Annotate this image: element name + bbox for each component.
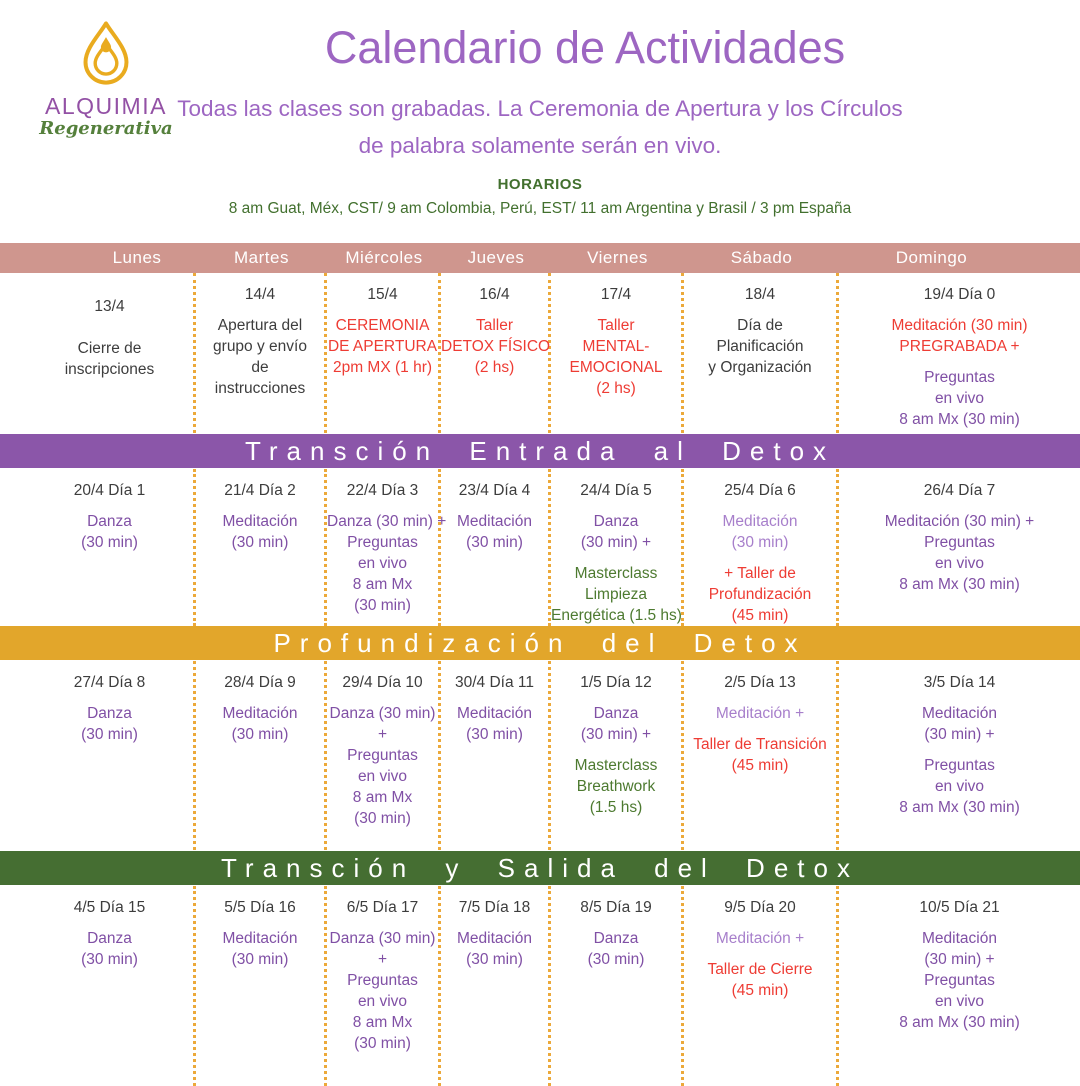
activity-line: Apertura del xyxy=(217,317,303,334)
cell-activity xyxy=(839,928,1080,1033)
cell-activity xyxy=(196,315,324,399)
activity-line: Danza (30 min) xyxy=(329,705,436,722)
activity-line: Meditación xyxy=(922,930,997,947)
cell-date: 19/4 Día 0 xyxy=(923,286,996,303)
calendar-body xyxy=(0,273,1080,1086)
activity-line: + xyxy=(377,726,388,743)
activity-line: instrucciones xyxy=(214,380,306,397)
activity-line: (30 min) xyxy=(731,534,789,551)
cell-activity xyxy=(327,511,447,616)
cell-activity xyxy=(551,703,681,745)
activity-line: PREGRABADA + xyxy=(899,338,1020,355)
cell-activity xyxy=(196,928,324,970)
calendar-cell xyxy=(551,273,684,433)
activity-line: (30 min) xyxy=(354,597,411,614)
day-header-domingo: Domingo xyxy=(895,248,968,267)
calendar-cell xyxy=(684,469,839,626)
cell-activity xyxy=(441,511,548,553)
activity-line: Meditación (30 min) + xyxy=(884,513,1035,530)
cell-date: 22/4 Día 3 xyxy=(346,482,419,499)
calendar-cell xyxy=(327,661,441,850)
activity-line: Taller de Cierre xyxy=(707,961,813,978)
activity-line: (2 hs) xyxy=(596,380,636,397)
activity-line: Preguntas xyxy=(924,369,995,386)
activity-line: (30 min) + xyxy=(924,951,995,968)
activity-line: 8 am Mx (30 min) xyxy=(899,1014,1020,1031)
page-subtitle xyxy=(0,90,1080,164)
activity-line: (1.5 hs) xyxy=(589,799,643,816)
cell-activity xyxy=(839,703,1080,745)
calendar-cell xyxy=(441,273,551,433)
activity-line: Danza xyxy=(87,930,132,947)
calendar-cell xyxy=(684,886,839,1086)
cell-activity xyxy=(551,315,681,399)
activity-line: y Organización xyxy=(708,359,812,376)
activity-line: Meditación xyxy=(457,705,532,722)
activity-line: Meditación xyxy=(922,705,997,722)
activity-line: Masterclass xyxy=(574,757,658,774)
calendar-cell xyxy=(441,886,551,1086)
activity-line: en vivo xyxy=(357,993,408,1010)
cell-date: 23/4 Día 4 xyxy=(458,482,531,499)
subtitle-line-1: Todas las clases son grabadas. La Ceremonia de Apertura y los Círculos xyxy=(177,96,903,121)
activity-line: Preguntas xyxy=(347,534,418,551)
calendar-cell xyxy=(196,661,327,850)
activity-line: Meditación xyxy=(457,513,532,530)
activity-line: Preguntas xyxy=(347,972,418,989)
section-banner: Transción y Salida del Detox xyxy=(0,851,1080,885)
cell-activity xyxy=(684,315,836,378)
activity-line: Danza xyxy=(87,705,132,722)
activity-line: (30 min) xyxy=(466,534,523,551)
brand-tagline: Regenerativa xyxy=(39,118,173,139)
day-header-miércoles: Miércoles xyxy=(345,248,423,267)
cell-activity xyxy=(839,755,1080,818)
cell-date: 2/5 Día 13 xyxy=(724,674,796,691)
cell-date: 3/5 Día 14 xyxy=(923,674,996,691)
activity-line: DE APERTURA xyxy=(327,338,438,355)
activity-line: EMOCIONAL xyxy=(569,359,663,376)
activity-line: (30 min) + xyxy=(580,726,652,743)
activity-line: en vivo xyxy=(357,768,408,785)
activity-line: 2pm MX (1 hr) xyxy=(332,359,433,376)
cell-activity xyxy=(839,511,1080,595)
activity-line: Meditación xyxy=(222,705,298,722)
activity-line: en vivo xyxy=(357,555,408,572)
cell-activity xyxy=(196,703,324,745)
activity-line: 8 am Mx xyxy=(352,576,413,593)
activity-line: Limpieza xyxy=(584,586,648,603)
day-header-lunes: Lunes xyxy=(112,248,162,267)
activity-line: (45 min) xyxy=(731,607,789,624)
activity-line: (30 min) xyxy=(231,534,289,551)
cell-date: 4/5 Día 15 xyxy=(73,899,146,916)
activity-line: Meditación + xyxy=(715,930,805,947)
activity-line: Danza xyxy=(593,930,639,947)
calendar-cell xyxy=(441,661,551,850)
activity-line: 8 am Mx (30 min) xyxy=(899,799,1020,816)
activity-line: Meditación + xyxy=(715,705,805,722)
cell-activity xyxy=(551,563,681,626)
calendar-cell xyxy=(551,886,684,1086)
cell-activity xyxy=(684,928,836,949)
activity-line: Día de xyxy=(737,317,783,334)
activity-line: (30 min) + xyxy=(580,534,652,551)
activity-line: (2 hs) xyxy=(474,359,515,376)
cell-activity xyxy=(839,315,1080,357)
cell-date: 17/4 xyxy=(600,286,632,303)
horarios-block xyxy=(0,176,1080,218)
cell-activity xyxy=(551,511,681,553)
activity-line: Preguntas xyxy=(924,534,995,551)
calendar-cell xyxy=(839,469,1080,626)
activity-line: Taller xyxy=(597,317,635,334)
week-row-0 xyxy=(0,273,1080,433)
activity-line: (30 min) xyxy=(81,534,138,551)
cell-date: 5/5 Día 16 xyxy=(224,899,296,916)
activity-line: (30 min) xyxy=(81,726,138,743)
activity-line: Preguntas xyxy=(924,972,995,989)
activity-line: Taller de Transición xyxy=(693,736,827,753)
cell-date: 7/5 Día 18 xyxy=(458,899,531,916)
subtitle-line-2: de palabra solamente serán en vivo. xyxy=(358,133,722,158)
activity-line: (30 min) xyxy=(81,951,138,968)
day-header-martes: Martes xyxy=(234,248,289,267)
cell-activity xyxy=(441,315,551,378)
cell-activity xyxy=(26,338,193,380)
cell-activity xyxy=(684,563,836,626)
cell-date: 13/4 xyxy=(94,298,125,315)
cell-date: 29/4 Día 10 xyxy=(342,674,423,691)
activity-line: de xyxy=(251,359,269,376)
cell-activity xyxy=(551,755,681,818)
cell-date: 15/4 xyxy=(367,286,398,303)
activity-line: (30 min) xyxy=(231,726,289,743)
calendar-cell xyxy=(551,661,684,850)
calendar-cell xyxy=(441,469,551,626)
activity-line: grupo y envío xyxy=(213,338,307,355)
activity-line: Masterclass xyxy=(574,565,658,582)
cell-activity xyxy=(441,928,548,970)
calendar-cell xyxy=(327,273,441,433)
activity-line: inscripciones xyxy=(64,361,155,378)
activity-line: (30 min) xyxy=(354,1035,411,1052)
cell-date: 21/4 Día 2 xyxy=(224,482,296,499)
activity-line: Energética (1.5 hs) xyxy=(551,607,682,624)
week-row-1 xyxy=(0,469,1080,625)
cell-activity xyxy=(684,959,836,1001)
cell-date: 26/4 Día 7 xyxy=(923,482,996,499)
cell-activity xyxy=(684,734,836,776)
cell-activity xyxy=(327,703,438,829)
activity-line: (45 min) xyxy=(731,757,789,774)
activity-line: Danza xyxy=(593,513,639,530)
calendar-cell xyxy=(196,273,327,433)
calendar-cell xyxy=(839,886,1080,1086)
cell-date: 9/5 Día 20 xyxy=(724,899,796,916)
calendar-cell xyxy=(551,469,684,626)
activity-line: (30 min) xyxy=(466,726,523,743)
horarios-label: HORARIOS xyxy=(497,176,583,193)
cell-activity xyxy=(26,928,193,970)
activity-line: Meditación xyxy=(222,930,298,947)
calendar-cell xyxy=(839,273,1080,433)
calendar-cell xyxy=(196,886,327,1086)
cell-activity xyxy=(327,315,438,378)
activity-line: + Taller de xyxy=(724,565,796,582)
calendar-cell xyxy=(839,661,1080,850)
cell-date: 16/4 xyxy=(479,286,510,303)
activity-line: (30 min) xyxy=(587,951,645,968)
activity-line: Danza (30 min) xyxy=(329,930,436,947)
calendar-cell xyxy=(0,469,196,626)
cell-date: 20/4 Día 1 xyxy=(73,482,146,499)
calendar-cell xyxy=(0,273,196,433)
activity-line: Preguntas xyxy=(924,757,995,774)
activity-line: Cierre de xyxy=(77,340,142,357)
activity-line: Planificación xyxy=(716,338,804,355)
activity-line: Danza xyxy=(87,513,132,530)
day-header-sábado: Sábado xyxy=(730,248,793,267)
cell-activity xyxy=(26,703,193,745)
cell-activity xyxy=(684,703,836,724)
cell-date: 1/5 Día 12 xyxy=(580,674,652,691)
calendar-table xyxy=(0,243,1080,1086)
day-header-jueves: Jueves xyxy=(467,248,525,267)
activity-line: Meditación xyxy=(222,513,298,530)
cell-activity xyxy=(196,511,324,553)
cell-date: 14/4 xyxy=(244,286,276,303)
activity-line: 8 am Mx (30 min) xyxy=(899,411,1020,428)
activity-line: Danza (30 min) + xyxy=(327,513,447,530)
activity-line: 8 am Mx xyxy=(352,1014,413,1031)
activity-line: (30 min) xyxy=(466,951,523,968)
activity-line: Profundización xyxy=(708,586,812,603)
cell-date: 28/4 Día 9 xyxy=(224,674,296,691)
drop-icon xyxy=(77,20,135,86)
page-title: Calendario de Actividades xyxy=(324,22,846,73)
section-banner: Profundización del Detox xyxy=(0,626,1080,660)
activity-line: + xyxy=(377,951,388,968)
day-header-viernes: Viernes xyxy=(587,248,648,267)
activity-line: Breathwork xyxy=(576,778,656,795)
activity-line: (30 min) xyxy=(231,951,289,968)
cell-activity xyxy=(327,928,438,1054)
cell-date: 6/5 Día 17 xyxy=(346,899,419,916)
activity-line: 8 am Mx (30 min) xyxy=(899,576,1020,593)
cell-date: 25/4 Día 6 xyxy=(724,482,796,499)
cell-activity xyxy=(684,511,836,553)
calendar-cell xyxy=(684,661,839,850)
week-row-2 xyxy=(0,661,1080,850)
cell-activity xyxy=(551,928,681,970)
calendar-cell xyxy=(327,886,441,1086)
cell-activity xyxy=(839,367,1080,430)
calendar-cell xyxy=(0,886,196,1086)
activity-line: (30 min) xyxy=(354,810,411,827)
cell-date: 18/4 xyxy=(744,286,776,303)
activity-line: (30 min) + xyxy=(924,726,995,743)
activity-line: en vivo xyxy=(934,993,985,1010)
day-header-row xyxy=(0,243,1080,273)
calendar-cell xyxy=(327,469,447,626)
activity-line: en vivo xyxy=(934,390,985,407)
section-banner: Transción Entrada al Detox xyxy=(0,434,1080,468)
cell-activity xyxy=(441,703,548,745)
activity-line: 8 am Mx xyxy=(352,789,413,806)
calendar-cell xyxy=(196,469,327,626)
activity-line: Taller xyxy=(475,317,514,334)
activity-line: MENTAL- xyxy=(582,338,650,355)
brand-name: ALQUIMIA xyxy=(45,93,167,119)
activity-line: en vivo xyxy=(934,555,985,572)
horarios-text: 8 am Guat, Méx, CST/ 9 am Colombia, Perú, EST/ 11 am Argentina y Brasil / 3 pm España xyxy=(228,200,852,217)
week-row-3 xyxy=(0,886,1080,1086)
cell-activity xyxy=(26,511,193,553)
cell-date: 8/5 Día 19 xyxy=(580,899,652,916)
activity-line: en vivo xyxy=(934,778,985,795)
cell-date: 24/4 Día 5 xyxy=(580,482,652,499)
cell-date: 10/5 Día 21 xyxy=(919,899,1000,916)
calendar-cell xyxy=(0,661,196,850)
activity-line: CEREMONIA xyxy=(335,317,430,334)
activity-line: Preguntas xyxy=(347,747,418,764)
activity-line: (45 min) xyxy=(731,982,789,999)
activity-line: Meditación (30 min) xyxy=(891,317,1028,334)
calendar-cell xyxy=(684,273,839,433)
activity-line: Meditación xyxy=(722,513,798,530)
cell-date: 27/4 Día 8 xyxy=(73,674,146,691)
activity-line: Danza xyxy=(593,705,639,722)
activity-line: Meditación xyxy=(457,930,532,947)
activity-line: DETOX FÍSICO xyxy=(441,338,551,355)
cell-date: 30/4 Día 11 xyxy=(455,674,534,691)
